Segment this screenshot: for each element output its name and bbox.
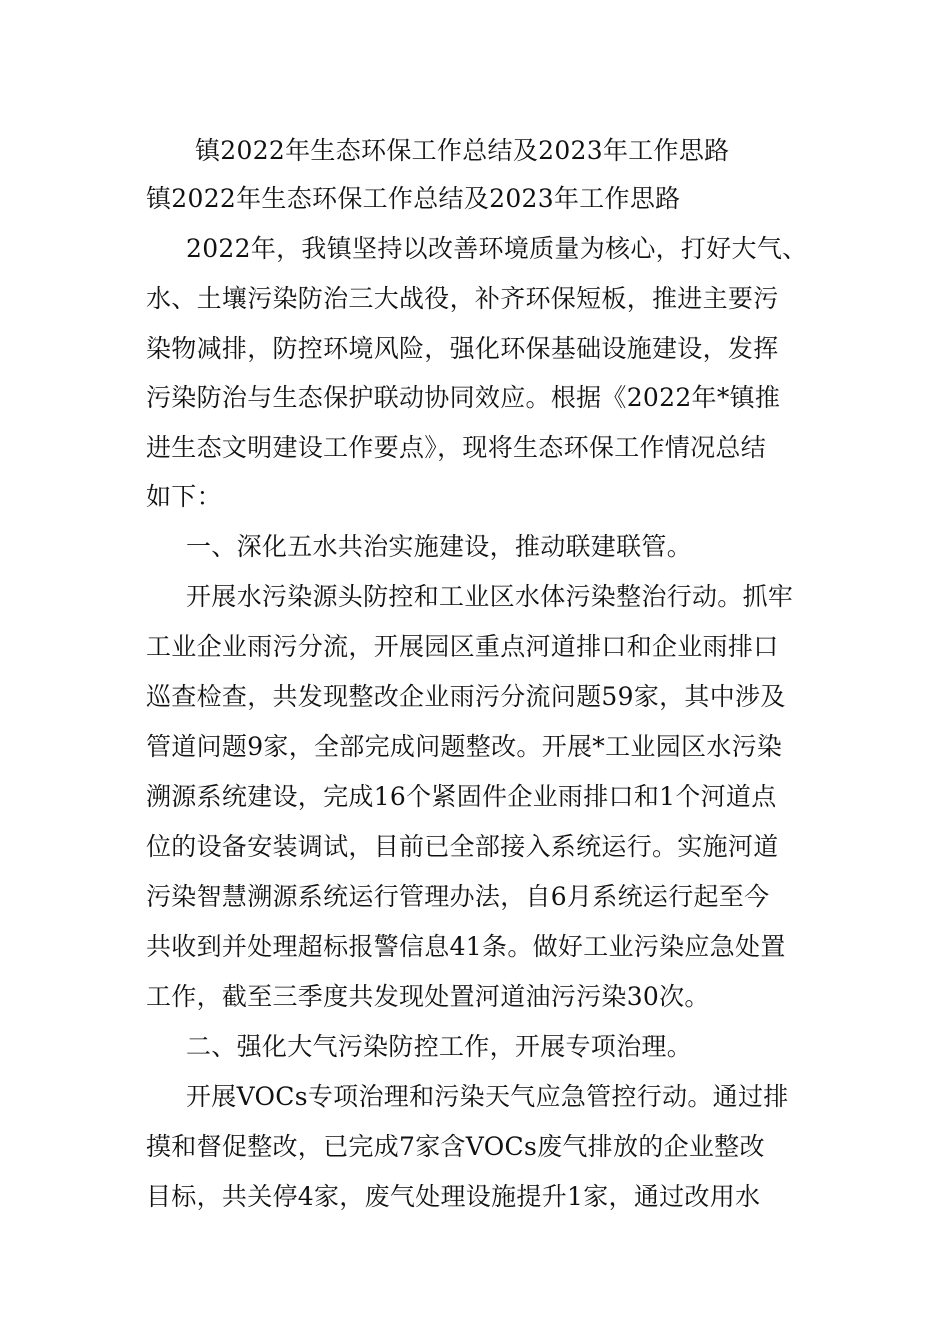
section-heading: 二、强化大气污染防控工作，开展专项治理。 [186,1032,693,1061]
paragraph-line: 染物减排，防控环境风险，强化环保基础设施建设，发挥 [146,334,779,363]
paragraph-line: 开展VOCs专项治理和污染天气应急管控行动。通过排 [186,1082,789,1111]
paragraph-line: 摸和督促整改，已完成7家含VOCs废气排放的企业整改 [146,1132,765,1161]
section-heading: 一、深化五水共治实施建设，推动联建联管。 [186,532,693,561]
paragraph-line: 2022年，我镇坚持以改善环境质量为核心，打好大气、 [186,234,808,263]
paragraph-line: 工作，截至三季度共发现处置河道油污污染30次。 [146,982,710,1011]
paragraph-line: 工业企业雨污分流，开展园区重点河道排口和企业雨排口 [146,632,779,661]
paragraph-line: 进生态文明建设工作要点》，现将生态环保工作情况总结 [146,433,767,462]
paragraph-line: 溯源系统建设，完成16个紧固件企业雨排口和1个河道点 [146,782,777,811]
paragraph-line: 污染智慧溯源系统运行管理办法，自6月系统运行起至今 [146,882,770,911]
paragraph-line: 管道问题9家，全部完成问题整改。开展*工业园区水污染 [146,732,783,761]
paragraph-line: 目标，共关停4家，废气处理设施提升1家，通过改用水 [146,1182,761,1211]
document-title: 镇2022年生态环保工作总结及2023年工作思路 [195,136,730,165]
paragraph-line: 共收到并处理超标报警信息41条。做好工业污染应急处置 [146,932,786,961]
paragraph-line: 巡查检查，共发现整改企业雨污分流问题59家，其中涉及 [146,682,786,711]
paragraph-line: 位的设备安装调试，目前已全部接入系统运行。实施河道 [146,832,779,861]
paragraph-line: 开展水污染源头防控和工业区水体污染整治行动。抓牢 [186,582,794,611]
document-subtitle: 镇2022年生态环保工作总结及2023年工作思路 [146,184,681,213]
paragraph-line: 水、土壤污染防治三大战役，补齐环保短板，推进主要污 [146,284,779,313]
paragraph-line: 如下： [146,482,222,511]
paragraph-line: 污染防治与生态保护联动协同效应。根据《2022年*镇推 [146,383,781,412]
